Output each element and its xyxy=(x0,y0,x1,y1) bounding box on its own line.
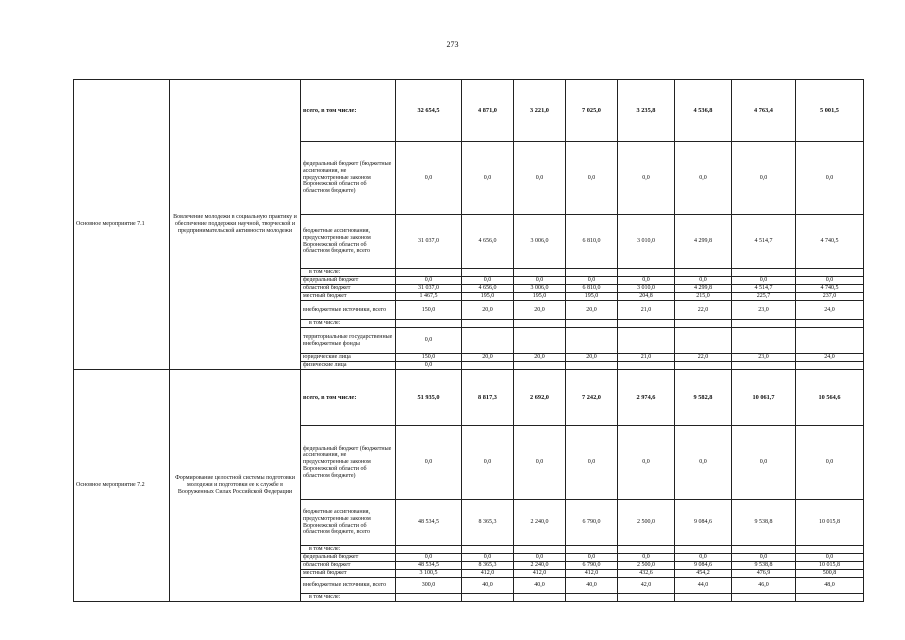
funding-source: внебюджетные источники, всего xyxy=(301,578,396,594)
amount-cell: 0,0 xyxy=(675,142,732,215)
amount-cell: 454,2 xyxy=(675,570,732,578)
amount-cell xyxy=(732,269,796,277)
amount-cell xyxy=(566,328,618,354)
amount-cell: 0,0 xyxy=(462,142,514,215)
amount-cell: 3 100,5 xyxy=(396,570,462,578)
amount-cell: 40,0 xyxy=(566,578,618,594)
amount-cell: 3 010,0 xyxy=(618,215,675,269)
amount-cell: 237,0 xyxy=(796,293,864,301)
amount-cell: 0,0 xyxy=(796,554,864,562)
amount-cell xyxy=(514,269,566,277)
amount-cell xyxy=(462,362,514,370)
amount-cell: 0,0 xyxy=(618,277,675,285)
amount-cell: 8 365,3 xyxy=(462,562,514,570)
amount-cell: 20,0 xyxy=(514,354,566,362)
amount-cell xyxy=(675,594,732,602)
amount-cell: 0,0 xyxy=(396,554,462,562)
amount-cell xyxy=(796,269,864,277)
amount-cell xyxy=(396,320,462,328)
funding-source: физические лица xyxy=(301,362,396,370)
amount-cell: 4 536,8 xyxy=(675,80,732,142)
amount-cell: 476,9 xyxy=(732,570,796,578)
amount-cell: 20,0 xyxy=(462,354,514,362)
amount-cell: 150,0 xyxy=(396,301,462,320)
funding-source: в том числе: xyxy=(301,594,396,602)
activity-description: Формирование целостной системы подготовки молодежи и подготовки ее к службе в Вооруженных Силах Российской Федерации xyxy=(170,370,301,602)
amount-cell: 3 221,0 xyxy=(514,80,566,142)
funding-source: федеральный бюджет (бюджетные ассигнования, не предусмотренные законом Воронежской области об областном бюджете) xyxy=(301,142,396,215)
amount-cell: 0,0 xyxy=(675,554,732,562)
amount-cell: 6 790,0 xyxy=(566,500,618,546)
amount-cell: 0,0 xyxy=(514,426,566,500)
amount-cell: 0,0 xyxy=(675,277,732,285)
activity-total-row xyxy=(74,370,864,426)
amount-cell: 40,0 xyxy=(514,578,566,594)
funding-source: бюджетные ассигнования, предусмотренные законом Воронежской области об областном бюджете, всего xyxy=(301,215,396,269)
amount-cell: 21,0 xyxy=(618,301,675,320)
funding-source: местный бюджет xyxy=(301,570,396,578)
amount-cell: 0,0 xyxy=(396,328,462,354)
amount-cell xyxy=(618,546,675,554)
amount-cell: 0,0 xyxy=(796,277,864,285)
amount-cell: 3 006,0 xyxy=(514,215,566,269)
amount-cell xyxy=(514,546,566,554)
amount-cell: 4 299,8 xyxy=(675,215,732,269)
funding-source: областной бюджет xyxy=(301,562,396,570)
amount-cell xyxy=(732,546,796,554)
amount-cell xyxy=(462,546,514,554)
amount-cell: 0,0 xyxy=(396,142,462,215)
amount-cell: 195,0 xyxy=(566,293,618,301)
amount-cell: 42,0 xyxy=(618,578,675,594)
amount-cell: 500,8 xyxy=(796,570,864,578)
amount-cell: 4 514,7 xyxy=(732,285,796,293)
amount-cell: 21,0 xyxy=(618,354,675,362)
amount-cell: 4 740,5 xyxy=(796,285,864,293)
amount-cell: 0,0 xyxy=(462,554,514,562)
amount-cell xyxy=(566,269,618,277)
amount-cell: 0,0 xyxy=(566,277,618,285)
funding-source: территориальные государственные внебюджетные фонды xyxy=(301,328,396,354)
amount-cell: 24,0 xyxy=(796,354,864,362)
amount-cell xyxy=(462,594,514,602)
activity-description: Вовлечение молодежи в социальную практику и обеспечение поддержки научной, творческой и предпринимательской активности молодежи xyxy=(170,80,301,370)
budget-table xyxy=(73,79,864,602)
amount-cell: 3 235,8 xyxy=(618,80,675,142)
amount-cell: 0,0 xyxy=(566,426,618,500)
funding-source: в том числе: xyxy=(301,320,396,328)
amount-cell: 0,0 xyxy=(796,426,864,500)
funding-source: в том числе: xyxy=(301,269,396,277)
amount-cell: 10 564,6 xyxy=(796,370,864,426)
amount-cell: 9 084,6 xyxy=(675,562,732,570)
amount-cell: 4 299,8 xyxy=(675,285,732,293)
activity-name: Основное мероприятие 7.1 xyxy=(74,80,170,370)
amount-cell: 0,0 xyxy=(732,142,796,215)
amount-cell xyxy=(732,362,796,370)
amount-cell: 10 015,8 xyxy=(796,500,864,546)
funding-source: всего, в том числе: xyxy=(301,80,396,142)
amount-cell: 7 242,0 xyxy=(566,370,618,426)
amount-cell: 8 817,3 xyxy=(462,370,514,426)
amount-cell: 195,0 xyxy=(462,293,514,301)
amount-cell: 4 740,5 xyxy=(796,215,864,269)
amount-cell: 3 006,0 xyxy=(514,285,566,293)
amount-cell: 4 763,4 xyxy=(732,80,796,142)
amount-cell xyxy=(732,328,796,354)
amount-cell xyxy=(796,362,864,370)
amount-cell: 412,0 xyxy=(514,570,566,578)
funding-source: юридические лица xyxy=(301,354,396,362)
amount-cell xyxy=(796,546,864,554)
amount-cell: 2 692,0 xyxy=(514,370,566,426)
amount-cell: 150,0 xyxy=(396,354,462,362)
funding-source: федеральный бюджет xyxy=(301,277,396,285)
amount-cell: 9 538,8 xyxy=(732,562,796,570)
amount-cell: 300,0 xyxy=(396,578,462,594)
amount-cell: 0,0 xyxy=(732,426,796,500)
amount-cell: 22,0 xyxy=(675,354,732,362)
amount-cell: 48 534,5 xyxy=(396,500,462,546)
funding-source: внебюджетные источники, всего xyxy=(301,301,396,320)
amount-cell: 4 656,0 xyxy=(462,215,514,269)
funding-source: в том числе: xyxy=(301,546,396,554)
amount-cell: 0,0 xyxy=(566,554,618,562)
amount-cell: 0,0 xyxy=(396,362,462,370)
amount-cell xyxy=(514,320,566,328)
amount-cell: 0,0 xyxy=(396,277,462,285)
amount-cell: 20,0 xyxy=(462,301,514,320)
amount-cell: 5 001,5 xyxy=(796,80,864,142)
amount-cell: 0,0 xyxy=(618,554,675,562)
amount-cell: 2 500,0 xyxy=(618,500,675,546)
amount-cell: 204,8 xyxy=(618,293,675,301)
amount-cell: 8 365,3 xyxy=(462,500,514,546)
amount-cell: 23,0 xyxy=(732,301,796,320)
page-number: 273 xyxy=(446,40,459,49)
amount-cell: 2 240,0 xyxy=(514,562,566,570)
amount-cell xyxy=(618,328,675,354)
amount-cell: 0,0 xyxy=(514,142,566,215)
amount-cell: 0,0 xyxy=(396,426,462,500)
amount-cell xyxy=(675,328,732,354)
amount-cell xyxy=(566,362,618,370)
amount-cell: 6 790,0 xyxy=(566,562,618,570)
amount-cell: 0,0 xyxy=(514,554,566,562)
amount-cell xyxy=(566,594,618,602)
amount-cell xyxy=(462,269,514,277)
funding-source: федеральный бюджет (бюджетные ассигнования, не предусмотренные законом Воронежской области об областном бюджете) xyxy=(301,426,396,500)
amount-cell: 9 084,6 xyxy=(675,500,732,546)
amount-cell xyxy=(514,594,566,602)
amount-cell: 51 935,0 xyxy=(396,370,462,426)
amount-cell xyxy=(514,362,566,370)
amount-cell xyxy=(396,269,462,277)
amount-cell xyxy=(675,320,732,328)
amount-cell: 9 582,8 xyxy=(675,370,732,426)
amount-cell: 7 025,0 xyxy=(566,80,618,142)
amount-cell: 225,7 xyxy=(732,293,796,301)
amount-cell: 0,0 xyxy=(462,426,514,500)
amount-cell: 10 061,7 xyxy=(732,370,796,426)
activity-name: Основное мероприятие 7.2 xyxy=(74,370,170,602)
amount-cell: 24,0 xyxy=(796,301,864,320)
amount-cell xyxy=(566,546,618,554)
amount-cell: 10 015,8 xyxy=(796,562,864,570)
amount-cell xyxy=(796,594,864,602)
funding-source: федеральный бюджет xyxy=(301,554,396,562)
amount-cell: 4 871,0 xyxy=(462,80,514,142)
amount-cell xyxy=(462,320,514,328)
amount-cell: 44,0 xyxy=(675,578,732,594)
amount-cell: 0,0 xyxy=(732,554,796,562)
amount-cell: 20,0 xyxy=(566,301,618,320)
amount-cell: 20,0 xyxy=(514,301,566,320)
amount-cell: 23,0 xyxy=(732,354,796,362)
amount-cell xyxy=(396,546,462,554)
amount-cell: 6 810,0 xyxy=(566,215,618,269)
amount-cell: 0,0 xyxy=(514,277,566,285)
amount-cell: 195,0 xyxy=(514,293,566,301)
amount-cell: 40,0 xyxy=(462,578,514,594)
amount-cell: 1 467,5 xyxy=(396,293,462,301)
amount-cell: 46,0 xyxy=(732,578,796,594)
amount-cell: 9 538,8 xyxy=(732,500,796,546)
amount-cell: 0,0 xyxy=(618,142,675,215)
amount-cell: 2 500,0 xyxy=(618,562,675,570)
amount-cell: 48,0 xyxy=(796,578,864,594)
amount-cell: 0,0 xyxy=(566,142,618,215)
amount-cell: 4 656,0 xyxy=(462,285,514,293)
amount-cell xyxy=(618,594,675,602)
amount-cell xyxy=(732,320,796,328)
funding-source: бюджетные ассигнования, предусмотренные законом Воронежской области об областном бюджете, всего xyxy=(301,500,396,546)
amount-cell xyxy=(675,269,732,277)
amount-cell: 20,0 xyxy=(566,354,618,362)
funding-source: местный бюджет xyxy=(301,293,396,301)
amount-cell xyxy=(796,328,864,354)
amount-cell: 2 974,6 xyxy=(618,370,675,426)
amount-cell: 31 037,0 xyxy=(396,215,462,269)
amount-cell: 432,6 xyxy=(618,570,675,578)
amount-cell xyxy=(675,546,732,554)
amount-cell: 32 654,5 xyxy=(396,80,462,142)
amount-cell xyxy=(618,269,675,277)
amount-cell: 3 010,0 xyxy=(618,285,675,293)
amount-cell: 6 810,0 xyxy=(566,285,618,293)
amount-cell: 0,0 xyxy=(796,142,864,215)
amount-cell xyxy=(796,320,864,328)
amount-cell xyxy=(462,328,514,354)
amount-cell xyxy=(514,328,566,354)
amount-cell: 4 514,7 xyxy=(732,215,796,269)
amount-cell: 0,0 xyxy=(462,277,514,285)
amount-cell xyxy=(566,320,618,328)
amount-cell xyxy=(396,594,462,602)
amount-cell: 31 037,0 xyxy=(396,285,462,293)
amount-cell: 48 534,5 xyxy=(396,562,462,570)
amount-cell: 0,0 xyxy=(618,426,675,500)
activity-total-row xyxy=(74,80,864,142)
amount-cell: 412,0 xyxy=(462,570,514,578)
amount-cell: 215,0 xyxy=(675,293,732,301)
funding-source: областной бюджет xyxy=(301,285,396,293)
funding-source: всего, в том числе: xyxy=(301,370,396,426)
amount-cell: 0,0 xyxy=(732,277,796,285)
amount-cell: 0,0 xyxy=(675,426,732,500)
amount-cell: 412,0 xyxy=(566,570,618,578)
amount-cell: 22,0 xyxy=(675,301,732,320)
amount-cell xyxy=(675,362,732,370)
amount-cell xyxy=(732,594,796,602)
amount-cell xyxy=(618,362,675,370)
amount-cell xyxy=(618,320,675,328)
amount-cell: 2 240,0 xyxy=(514,500,566,546)
